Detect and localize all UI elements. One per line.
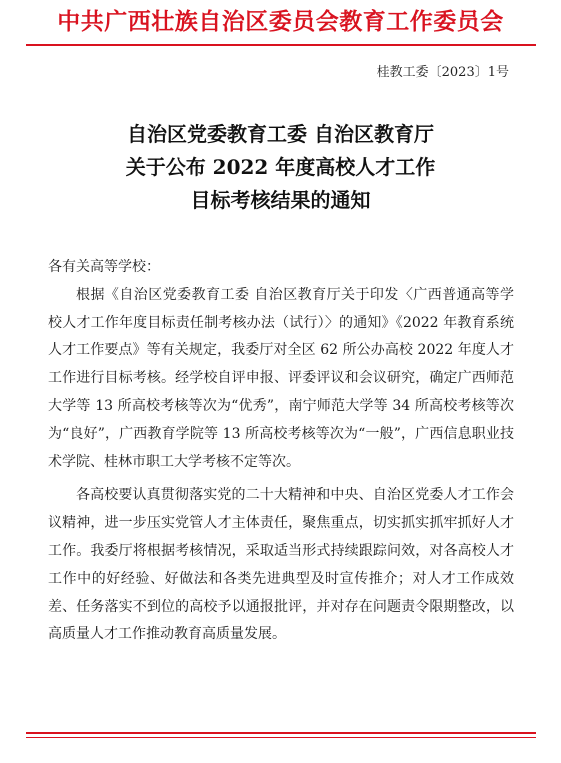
title-line: 关于公布 2022 年度高校人才工作 (125, 155, 436, 179)
header-org-name: 中共广西壮族自治区委员会教育工作委员会 (57, 8, 504, 35)
footer-red-rule-thick (26, 732, 536, 734)
body-paragraph: 根据《自治区党委教育工委 自治区教育厅关于印发〈广西普通高等学校人才工作年度目标责任制考核办法（试行）〉的通知》《2022 年教育系统人才工作要点》等有关规定，我委厅对全区 62 所公办高校 2022 年度人才工作进行目标考核。经学校自评申报、评委评议和会议研究，确定广西师范大学等 13 所高校考核等次为“优秀”，南宁师范大学等 34 所高校考核等次为“良好”，广西教育学院等 13 所高校考核等次为“一般”，广西信息职业技术学院、桂林市职工大学考核不定等次。 (48, 286, 514, 470)
document-title (0, 118, 561, 217)
header-red-rule (26, 44, 536, 46)
footer-red-rule-thin (26, 737, 536, 738)
document-body (48, 254, 514, 655)
title-line: 目标考核结果的通知 (190, 188, 371, 212)
document-number: 桂教工委〔2023〕1号 (376, 65, 509, 80)
title-line: 自治区党委教育工委 自治区教育厅 (127, 122, 434, 146)
salutation: 各有关高等学校： (48, 259, 160, 275)
body-paragraph: 各高校要认真贯彻落实党的二十大精神和中央、自治区党委人才工作会议精神，进一步压实党管人才主体责任，聚焦重点，切实抓实抓牢抓好人才工作。我委厅将根据考核情况，采取适当形式持续跟踪问效，对各高校人才工作中的好经验、好做法和各类先进典型及时宣传推介；对人才工作成效差、任务落实不到位的高校予以通报批评，并对存在问题责令限期整改，以高质量人才工作推动教育高质量发展。 (48, 487, 514, 643)
